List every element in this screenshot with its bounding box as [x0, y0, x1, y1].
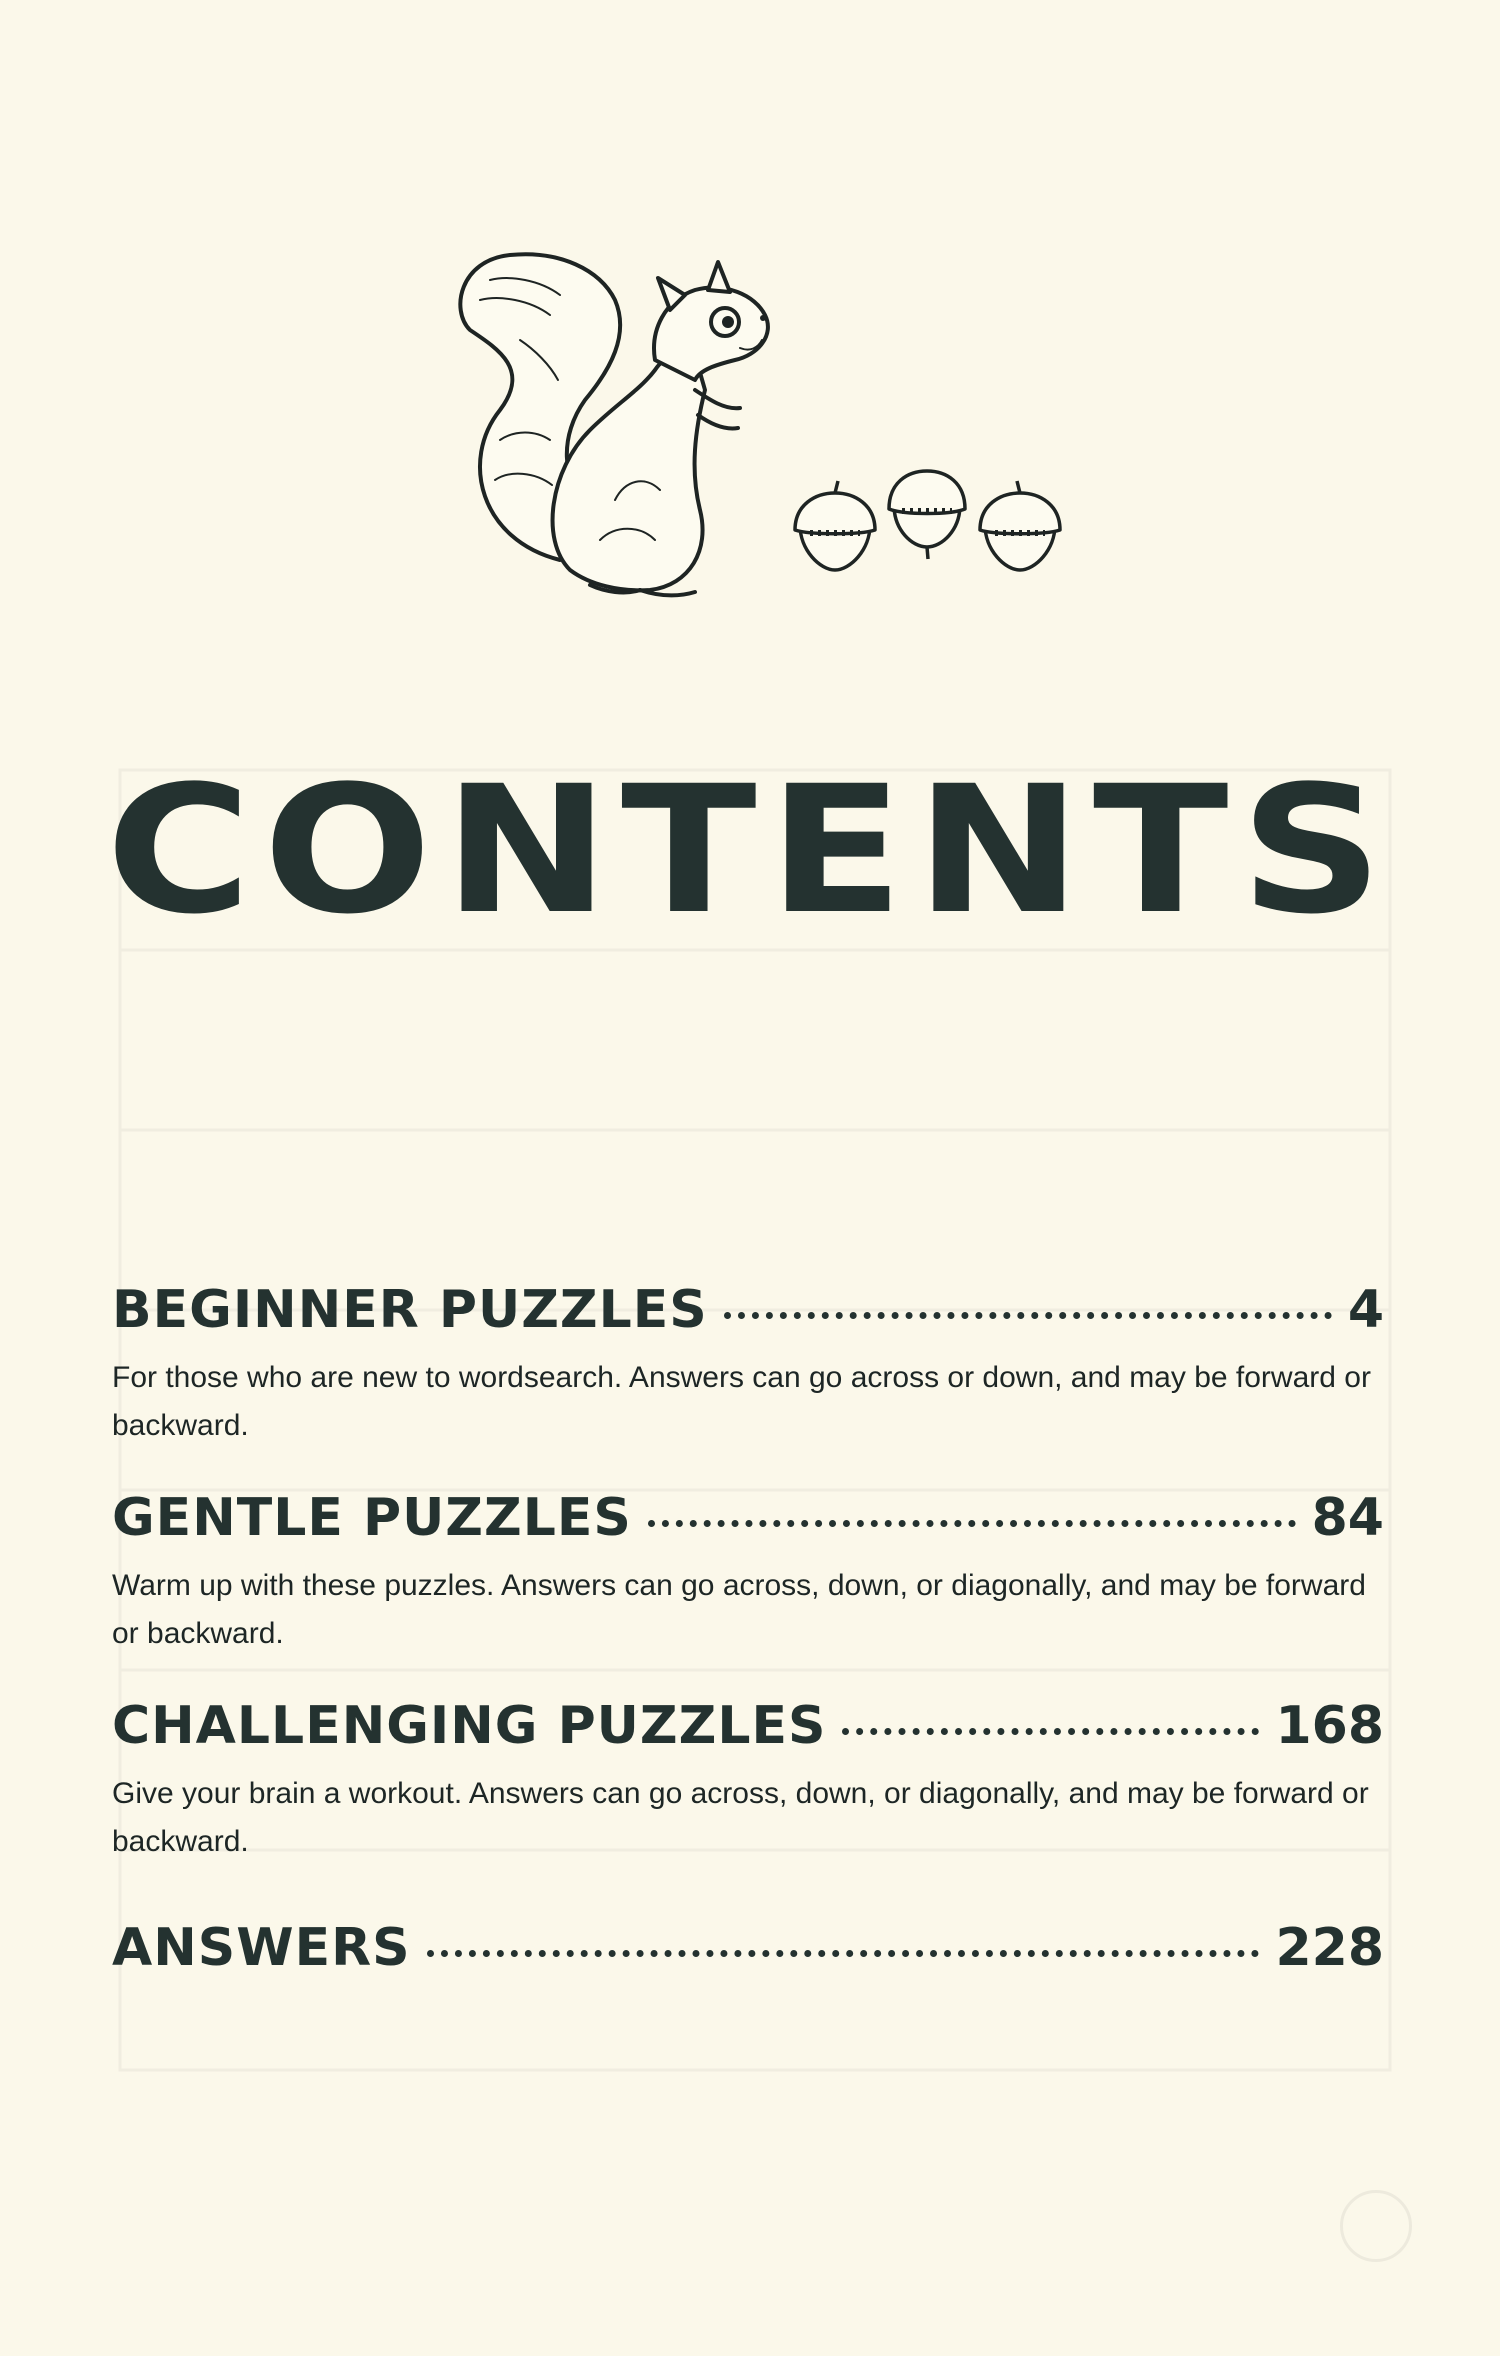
toc-entry-page: 168 — [1275, 1696, 1384, 1756]
dot-leader — [842, 1728, 1259, 1735]
page-title: CONTENTS — [105, 747, 1395, 953]
toc-entry-title: GENTLE PUZZLES — [112, 1488, 632, 1548]
toc-entry-title: CHALLENGING PUZZLES — [112, 1696, 827, 1756]
toc-entry-heading — [112, 1488, 1384, 1558]
acorn-icon — [795, 471, 1060, 570]
toc-entry-heading — [112, 1918, 1384, 1988]
dot-leader — [648, 1520, 1296, 1527]
toc-entry-gentle — [112, 1488, 1384, 1658]
page-corner-mark — [1340, 2190, 1412, 2262]
toc-entry-heading — [112, 1280, 1384, 1350]
toc-entry-page: 228 — [1275, 1918, 1384, 1978]
toc-entry-page: 84 — [1311, 1488, 1384, 1548]
toc-entry-description: For those who are new to wordsearch. Answers can go across or down, and may be forward or backward. — [112, 1361, 1371, 1442]
toc-entry-challenging — [112, 1696, 1384, 1866]
toc-entry-page: 4 — [1347, 1280, 1384, 1340]
squirrel-icon — [460, 254, 768, 595]
dot-leader — [724, 1312, 1332, 1319]
toc-entry-description: Give your brain a workout. Answers can go across, down, or diagonally, and may be forward or backward. — [112, 1777, 1369, 1858]
toc-entry-title: ANSWERS — [112, 1918, 411, 1978]
dot-leader — [427, 1950, 1260, 1957]
toc-entry-heading — [112, 1696, 1384, 1766]
squirrel-illustration — [440, 240, 1080, 620]
toc-entry-title: BEGINNER PUZZLES — [112, 1280, 708, 1340]
toc-entry-answers — [112, 1918, 1384, 1988]
table-of-contents — [112, 1280, 1384, 2026]
toc-entry-description: Warm up with these puzzles. Answers can go across, down, or diagonally, and may be forward or backward. — [112, 1569, 1366, 1650]
toc-entry-beginner — [112, 1280, 1384, 1450]
